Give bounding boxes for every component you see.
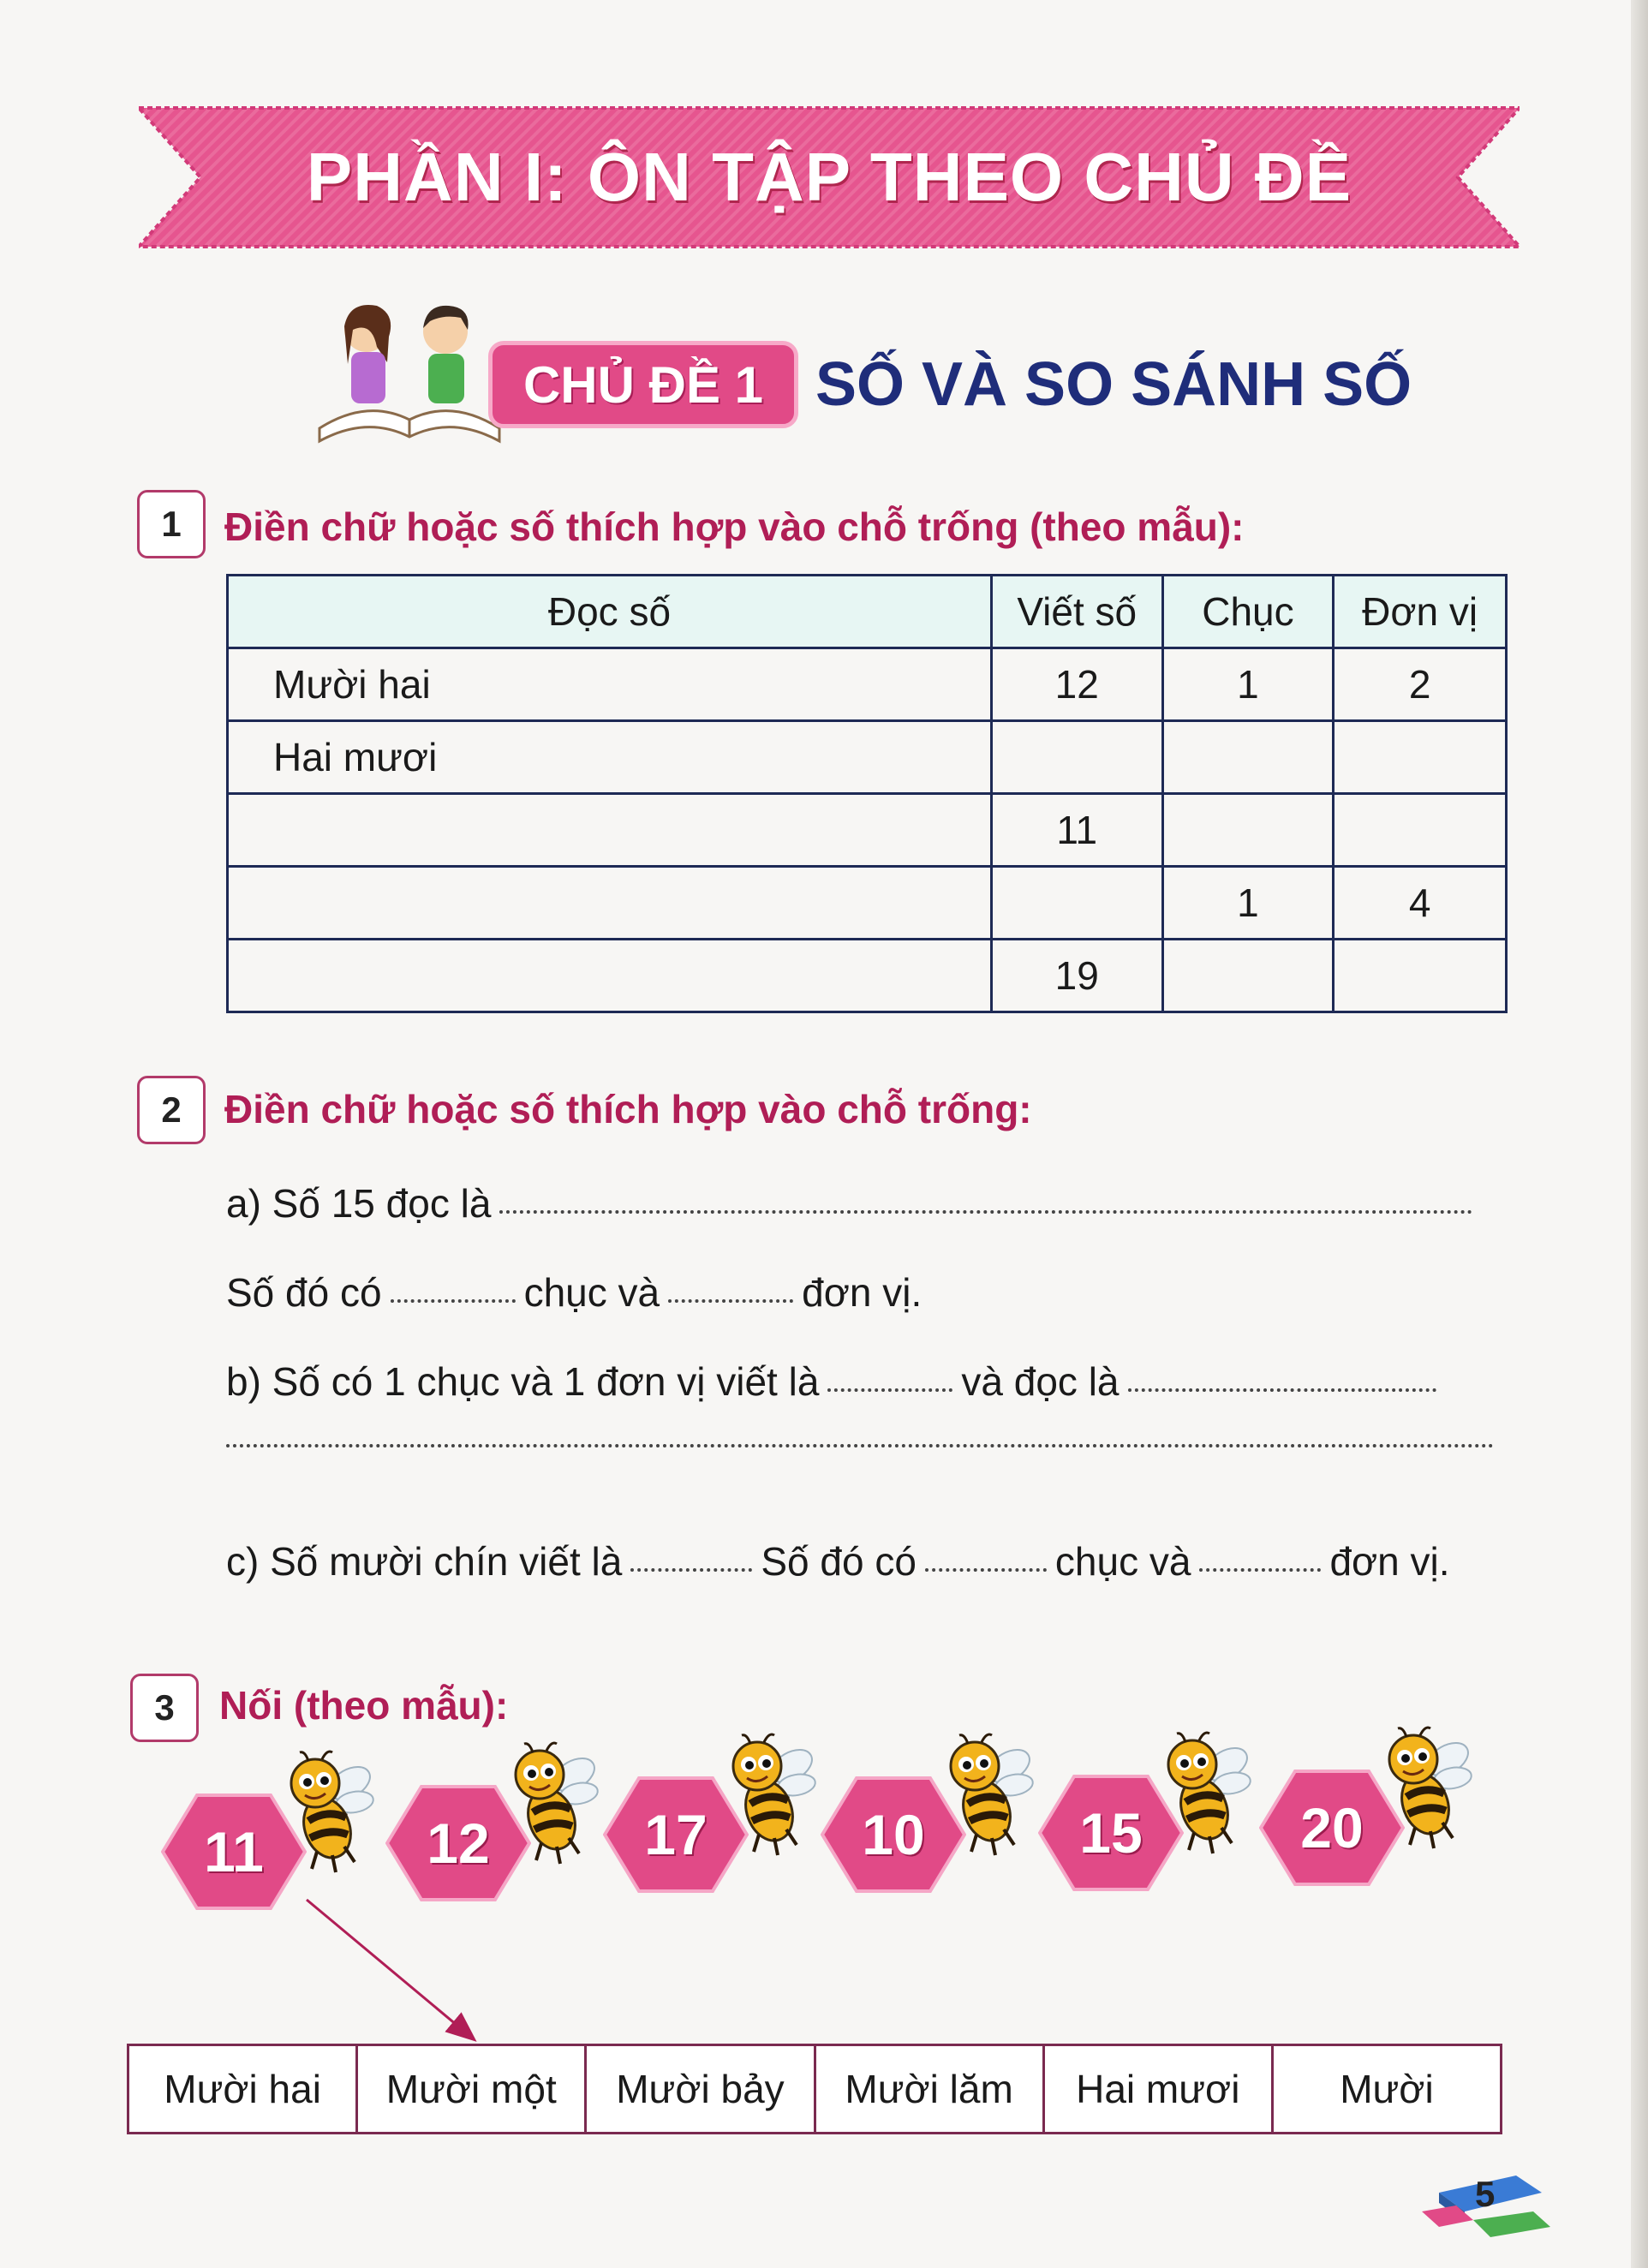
answer-blank[interactable] — [1128, 1388, 1436, 1392]
table-header-row — [228, 576, 1507, 648]
word-label[interactable]: Mười bảy — [587, 2046, 815, 2132]
word-label[interactable]: Mười — [1340, 2067, 1434, 2111]
exercise-1-instruction: Điền chữ hoặc số thích hợp vào chỗ trống (theo mẫu): — [224, 504, 1245, 549]
hexagon-number: 11 — [204, 1820, 264, 1883]
answer-blank[interactable] — [668, 1299, 793, 1303]
line-a2-text: Số đó có — [226, 1270, 382, 1315]
exercise-2-number: 2 — [137, 1076, 206, 1144]
word-label[interactable]: Mười một — [358, 2046, 587, 2132]
bee-icon — [271, 1749, 382, 1877]
hexagon-number: 15 — [1079, 1801, 1143, 1865]
line-b-mid: và đọc là — [961, 1359, 1120, 1404]
table-row — [228, 794, 1507, 867]
hexagon-number: 20 — [1300, 1796, 1364, 1859]
line-c-suffix: đơn vị. — [1329, 1539, 1450, 1584]
answer-blank[interactable] — [499, 1210, 1472, 1214]
cell-read: Mười hai — [228, 648, 992, 721]
cell-write: 11 — [991, 794, 1162, 867]
table-row — [228, 648, 1507, 721]
cell-tens[interactable] — [1162, 721, 1334, 794]
header-write: Viết số — [991, 576, 1162, 648]
answer-blank[interactable] — [226, 1444, 1494, 1447]
number-table — [226, 574, 1508, 1013]
exercise-1-number: 1 — [137, 490, 206, 558]
cell-write[interactable] — [991, 867, 1162, 940]
cell-read[interactable] — [228, 867, 992, 940]
cell-units[interactable] — [1334, 940, 1507, 1012]
line-a2-mid: chục và — [523, 1270, 660, 1315]
topic-title: SỐ VÀ SO SÁNH SỐ — [815, 350, 1412, 419]
cell-read[interactable] — [228, 940, 992, 1012]
line-b-text: b) Số có 1 chục và 1 đơn vị viết là — [226, 1359, 820, 1404]
exercise-3-instruction: Nối (theo mẫu): — [219, 1683, 509, 1728]
exercise-2-instruction: Điền chữ hoặc số thích hợp vào chỗ trống: — [224, 1087, 1032, 1131]
cell-units[interactable] — [1334, 721, 1507, 794]
cell-read: Hai mươi — [228, 721, 992, 794]
word-label[interactable]: Mười hai — [129, 2046, 358, 2132]
bee-icon — [930, 1732, 1042, 1860]
table-row — [228, 867, 1507, 940]
bee-icon — [713, 1732, 824, 1860]
hexagon-number: 12 — [427, 1811, 490, 1875]
cell-tens[interactable] — [1162, 940, 1334, 1012]
hexagon-number: 17 — [644, 1803, 708, 1866]
line-c-mid1: Số đó có — [761, 1539, 917, 1584]
answer-blank[interactable] — [925, 1568, 1047, 1572]
header-tens: Chục — [1162, 576, 1334, 648]
cell-units[interactable] — [1334, 794, 1507, 867]
cell-write: 19 — [991, 940, 1162, 1012]
page-number-badge — [1422, 2158, 1550, 2253]
line-c-text: c) Số mười chín viết là — [226, 1539, 623, 1584]
example-arrow — [291, 1893, 497, 2056]
answer-blank[interactable] — [630, 1568, 752, 1572]
cell-read[interactable] — [228, 794, 992, 867]
topic-badge: CHỦ ĐỀ 1 — [488, 341, 798, 428]
answer-blank[interactable] — [827, 1388, 952, 1392]
bee-icon — [1369, 1725, 1480, 1853]
line-a2-suffix: đơn vị. — [802, 1270, 923, 1315]
word-label[interactable]: Hai mươi — [1045, 2046, 1274, 2132]
line-a2 — [226, 1269, 922, 1316]
line-b — [226, 1358, 1445, 1405]
line-a — [226, 1180, 1481, 1227]
table-row — [228, 940, 1507, 1012]
line-b2 — [226, 1447, 1502, 1451]
answer-blank[interactable] — [391, 1299, 516, 1303]
word-labels — [127, 2044, 1502, 2134]
cell-tens[interactable] — [1162, 794, 1334, 867]
kids-reading-book-icon — [315, 295, 504, 445]
line-c-mid2: chục và — [1054, 1539, 1191, 1584]
table-row — [228, 721, 1507, 794]
cell-write[interactable] — [991, 721, 1162, 794]
cell-tens: 1 — [1162, 648, 1334, 721]
section-banner — [139, 104, 1520, 250]
word-label[interactable]: Mười lăm — [816, 2046, 1045, 2132]
cell-units: 4 — [1334, 867, 1507, 940]
banner-title: PHẦN I: ÔN TẬP THEO CHỦ ĐỀ — [306, 139, 1352, 215]
line-c — [226, 1538, 1450, 1585]
header-read: Đọc số — [228, 576, 992, 648]
cell-tens: 1 — [1162, 867, 1334, 940]
answer-blank[interactable] — [1199, 1568, 1321, 1572]
bee-icon — [1148, 1730, 1259, 1859]
line-a-text: a) Số 15 đọc là — [226, 1181, 492, 1226]
page-edge — [1631, 0, 1648, 2268]
header-units: Đơn vị — [1334, 576, 1507, 648]
hexagon-number: 10 — [862, 1803, 925, 1866]
page-number: 5 — [1475, 2174, 1496, 2214]
cell-write: 12 — [991, 648, 1162, 721]
bee-icon — [495, 1740, 606, 1869]
cell-units: 2 — [1334, 648, 1507, 721]
exercise-3-number: 3 — [130, 1674, 199, 1742]
